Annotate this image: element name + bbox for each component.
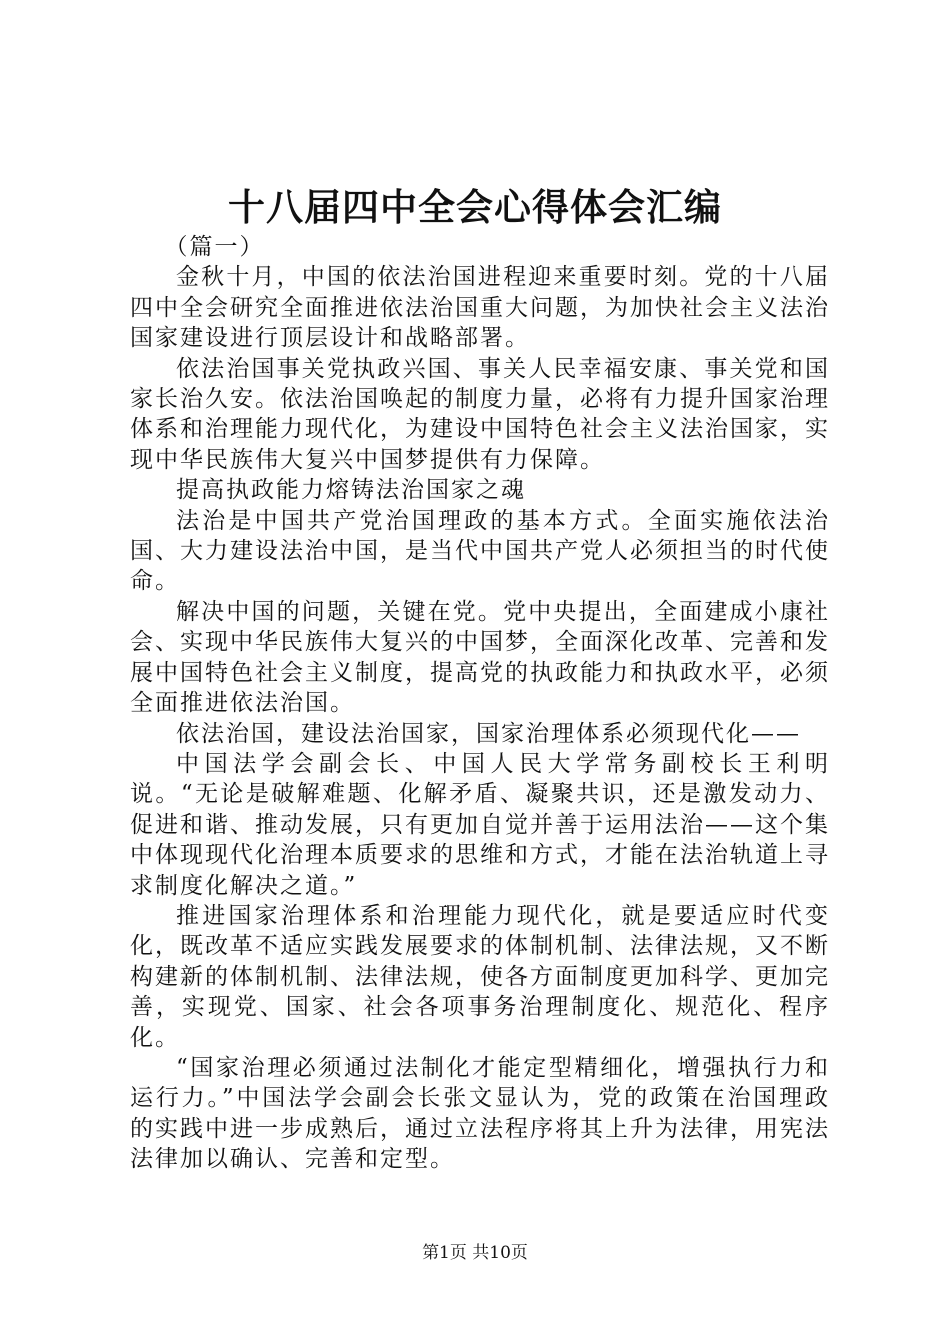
- paragraph: “国家治理必须通过法制化才能定型精细化，增强执行力和运行力。”中国法学会副会长张文显认为，党的政策在治国理政的实践中进一步成熟后，通过立法程序将其上升为法律，用宪法法律加以确认、完善和定型。: [130, 1054, 830, 1173]
- paragraph: 金秋十月，中国的依法治国进程迎来重要时刻。党的十八届四中全会研究全面推进依法治国重大问题，为加快社会主义法治国家建设进行顶层设计和战略部署。: [130, 264, 830, 352]
- paragraph: 解决中国的问题，关键在党。党中央提出，全面建成小康社会、实现中华民族伟大复兴的中国梦，全面深化改革、完善和发展中国特色社会主义制度，提高党的执政能力和执政水平，必须全面推进依法治国。: [130, 598, 830, 717]
- paragraph: 依法治国事关党执政兴国、事关人民幸福安康、事关党和国家长治久安。依法治国唤起的制度力量，必将有力提升国家治理体系和治理能力现代化，为建设中国特色社会主义法治国家，实现中华民族伟大复兴中国梦提供有力保障。: [130, 355, 830, 473]
- paragraph: 依法治国，建设法治国家，国家治理体系必须现代化——: [176, 720, 801, 747]
- subheading: 提高执政能力熔铸法治国家之魂: [176, 477, 526, 504]
- paragraph: 推进国家治理体系和治理能力现代化，就是要适应时代变化，既改革不适应实践发展要求的体制机制、法律法规，又不断构建新的体制机制、法律法规，使各方面制度更加科学、更加完善，实现党、国家、社会各项事务治理制度化、规范化、程序化。: [130, 902, 830, 1051]
- document-body: [130, 232, 830, 1175]
- page-footer: 第1页 共10页: [422, 1243, 528, 1263]
- section-label: （篇一）: [164, 234, 265, 260]
- paragraph: 法治是中国共产党治国理政的基本方式。全面实施依法治国、大力建设法治中国，是当代中国共产党人必须担当的时代使命。: [130, 507, 830, 595]
- document-title: 十八届四中全会心得体会汇编: [228, 185, 722, 229]
- paragraph: 中国法学会副会长、中国人民大学常务副校长王利明说。“无论是破解难题、化解矛盾、凝聚共识，还是激发动力、促进和谐、推动发展，只有更加自觉并善于运用法治——这个集中体现现代化治理本质要求的思维和方式，才能在法治轨道上寻求制度化解决之道。”: [130, 750, 830, 899]
